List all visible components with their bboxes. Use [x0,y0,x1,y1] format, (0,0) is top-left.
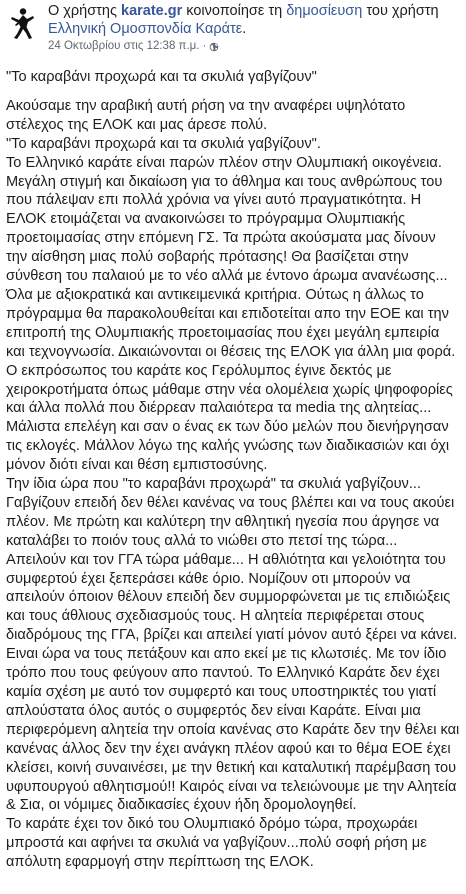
post-header [6,2,460,60]
post-paragraph-2: "Το καραβάνι προχωρά και τα σκυλιά γαβγίζουν". [6,135,321,152]
share-line [48,2,460,38]
avatar[interactable] [6,6,40,40]
post-paragraph-0: "Το καραβάνι προχωρά και τα σκυλιά γαβγίζουν" [6,69,317,85]
post-paragraph-5: Το καράτε έχει τον δικό του Ολυμπιακό δρόμο τώρα, προχωράει μπροστά και αφήνει τα σκυλιά να γαβγίζουν...πολύ σοφή ρήση με απόλυτη εφαρμογή στην περίπτωση της ΕΛΟΚ. [6,816,427,871]
header-text [48,2,460,54]
page-name-link[interactable]: karate.gr [121,3,183,19]
karate-fighter-icon [6,6,40,40]
share-middle2: του χρήστη [362,3,439,19]
share-suffix: . [242,21,247,37]
post-paragraph-3: Το Ελληνικό καράτε είναι παρών πλέον στην Ολυμπιακή οικογένεια. Μεγάλη στιγμή και δικαίωση για το άθλημα και τους ανθρώπους του που πάλεψαν επι πολλά χρόνια να γίνει αυτό πραγματικότητα. Η ΕΛΟΚ ετοιμάζεται να ανακοινώσει το πρόγραμμα Ολυμπιακής προετοιμασίας στην επόμενη ΓΣ. Τα πρώτα ακούσματα μας δίνουν την αίσθηση μιας πολύ σοβαρής πρότασης! Θα βασίζεται στην σύνθεση του παλαιού με το νέο αλλά με έντονο άρωμα ανανέωσης... Όλα με αξιοκρατικά και αντικειμενικά κριτήρια. Ούτως η άλλως το πρόγραμμα θα παρακολουθείται και επιδοτείται απο την ΕΟΕ και την επιτροπή της Ολυμπιακής προετοιμασίας που έχει μεγάλη εμπειρία και τεχνογνωσία. Δικαιώνονται οι θέσεις της ΕΛΟΚ για άλλη μια φορά. Ο εκπρόσωπος του καράτε κος Γερόλυμπος έγινε δεκτός με χειροκροτήματα όπως μάθαμε στην νέα ολομέλεια χωρίς ψηφοφορίες και άλλα πολλά που διέρρεαν παλαιότερα τα media της αλητείας... Μάλιστα επελέγη και σαν ο ένας εκ των δύο μελών που διενήργησαν τις εκλογές. Μάλλον λόγω της καλής γνώσης των διαδικασιών και όχι μόνον διότι είναι και θέση εμπιστοσύνης. [6,154,456,474]
globe-icon[interactable] [209,42,219,52]
timestamp-link[interactable]: 24 Οκτωβρίου στις 12:38 π.μ. [48,40,200,52]
meta-separator: · [202,40,207,52]
share-prefix: Ο χρήστης [48,3,121,19]
post-paragraph-1: Ακούσαμε την αραβική αυτή ρήση να την αναφέρει υψηλότατο στέλεχος της ΕΛΟΚ και μας άρεσε πολύ. [6,97,406,133]
post-meta [48,39,460,54]
author-link[interactable]: Ελληνική Ομοσπονδία Καράτε [48,21,243,37]
share-middle: κοινοποίησε τη [182,3,287,19]
post-body [6,68,460,872]
post-link[interactable]: δημοσίευση [286,3,363,19]
post-paragraph-4: Την ίδια ώρα που "το καραβάνι προχωρά" τα σκυλιά γαβγίζουν... Γαβγίζουν επειδή δεν θέλει κανένας να τους βλέπει και να τους ακούει πλέον. Με πρώτη και καλύτερη την αθλητική ηγεσία που άργησε να καταλάβει το ποιόν τους αλλά το νιώθει στο πετσί της τώρα... Απειλούν και τον ΓΓΑ τώρα μάθαμε... Η αθλιότητα και γελοιότητα του συμφερτού έχει ξεπεράσει κάθε όριο. Νομίζουν οτι μπορούν να απειλούν όποιον θέλουν επειδή δεν συμμορφώνεται με τις επιδιώξεις και τους άθλιους σχεδιασμούς τους. Η αλητεία περιφέρεται στους διαδρόμους της ΓΓΑ, βρίζει και απειλεί γιατί μόνον αυτό ξέρει να κάνει. Ειναι ώρα να τους πετάξουν και απο εκεί με τις κλωτσιές. Με τον ίδιο τρόπο που τους φεύγουν απο παντού. Το Ελληνικό Καράτε δεν έχει καμία σχέση με αυτό τον συμφερτό και τους υποστηρικτές του γιατί απλούστατα όλος αυτός ο συμφερτός δεν είναι Καράτε. Είναι μια περιφερόμενη αλητεία την οποία κανένας στο Καράτε δεν την θέλει και κανένας άλλος δεν την έχει ανάγκη πλέον αφού και το θέμα ΕΟΕ έχει κλείσει, κοινή συναινέσει, με την θετική και καταλυτική παρέμβαση του υφυπουργού αθλητισμού!! Καιρός είναι να τελειώνουμε με την Αλητεία & Σια, οι νόμιμες διαδικασίες έχουν ήδη δρομολογηθεί. [6,476,460,814]
